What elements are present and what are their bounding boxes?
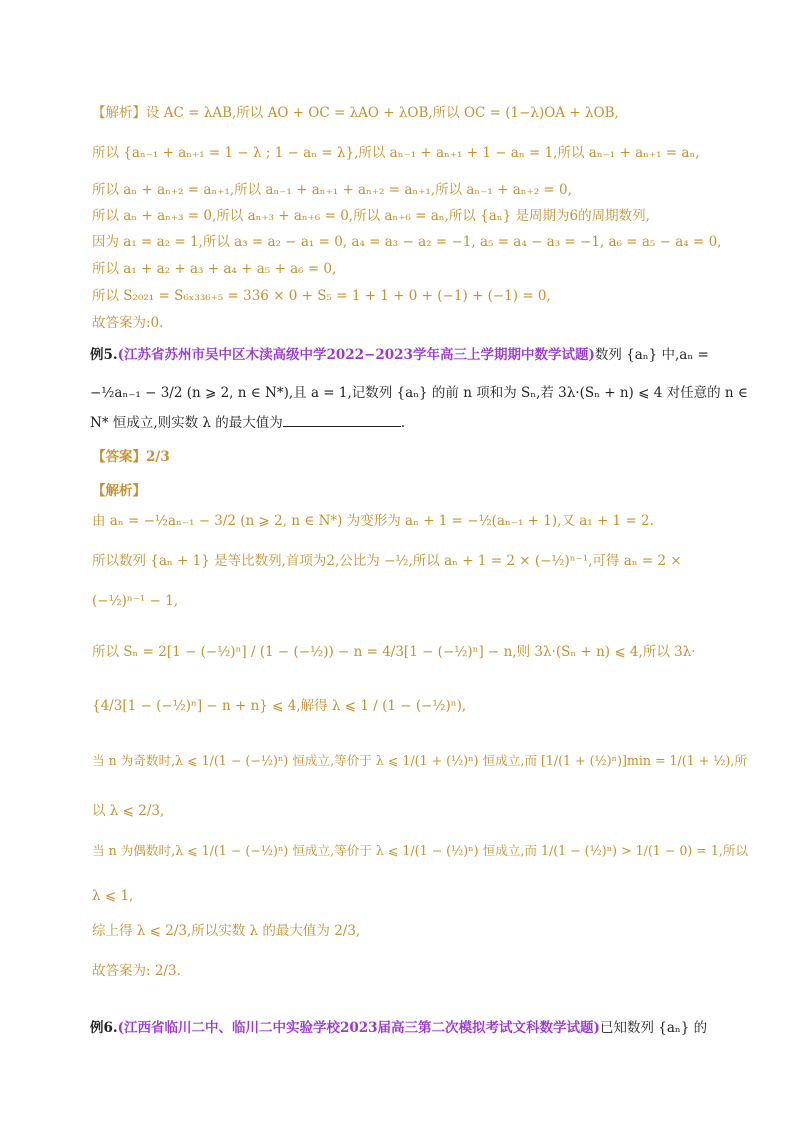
solution-line: 所以 aₙ + aₙ₊₂ = aₙ₊₁,所以 aₙ₋₁ + aₙ₊₁ + aₙ₊₂ = aₙ₊₁,所以 aₙ₋₁ + aₙ₊₂ = 0, [92, 182, 572, 198]
example-source: (江苏省苏州市吴中区木渎高级中学2022−2023学年高三上学期期中数学试题) [117, 347, 595, 363]
example-5-line-3 [90, 414, 405, 432]
solution-line: 综上得 λ ⩽ 2/3,所以实数 λ 的最大值为 2/3, [92, 923, 361, 939]
example-6-line-1 [90, 1019, 707, 1037]
solution-line: λ ⩽ 1, [92, 888, 134, 904]
example-number: 例5. [90, 347, 118, 363]
solution-line: 所以 {aₙ₋₁ + aₙ₊₁ = 1 − λ ; 1 − aₙ = λ},所以 aₙ₋₁ + aₙ₊₁ + 1 − aₙ = 1,所以 aₙ₋₁ + aₙ₊₁ = aₙ, [92, 145, 700, 161]
solution-line: 所以 a₁ + a₂ + a₃ + a₄ + a₅ + a₆ = 0, [92, 261, 337, 277]
solution-line: 因为 a₁ = a₂ = 1,所以 a₃ = a₂ − a₁ = 0, a₄ = a₃ − a₂ = −1, a₅ = a₄ − a₃ = −1, a₆ = a₅ − a₄ = 0, [92, 234, 722, 250]
example-number: 例6. [90, 1020, 118, 1036]
solution-line: 所以数列 {aₙ + 1} 是等比数列,首项为2,公比为 −½,所以 aₙ + 1 = 2 × (−½)ⁿ⁻¹,可得 aₙ = 2 × [92, 553, 682, 569]
solution-line: 当 n 为奇数时,λ ⩽ 1/(1 − (−½)ⁿ) 恒成立,等价于 λ ⩽ 1/(1 + (½)ⁿ) 恒成立,而 [1/(1 + (½)ⁿ)]min = 1/(1 + ½),所 [92, 753, 748, 768]
example-text: −½aₙ₋₁ − 3/2 (n ⩾ 2, n ∈ N*),且 a = 1,记数列 {aₙ} 的前 n 项和为 Sₙ,若 3λ·(Sₙ + n) ⩽ 4 对任意的 n ∈ [90, 385, 748, 401]
example-text: 已知数列 {aₙ} 的 [599, 1020, 708, 1036]
answer-tag: 【答案】 [92, 449, 146, 465]
solution-line: 当 n 为偶数时,λ ⩽ 1/(1 − (−½)ⁿ) 恒成立,等价于 λ ⩽ 1/(1 − (½)ⁿ) 恒成立,而 1/(1 − (½)ⁿ) > 1/(1 − 0) = 1,所以 [92, 843, 749, 858]
answer-value: 2/3 [146, 449, 170, 465]
solution-line: 所以 S₂₀₂₁ = S₆ₓ₃₃₆₊₅ = 336 × 0 + S₅ = 1 + 1 + 0 + (−1) + (−1) = 0, [92, 288, 551, 304]
solution-line: 故答案为:0. [92, 315, 164, 331]
answer-line [92, 448, 170, 466]
solution-line: 【解析】设 AC = λAB,所以 AO + OC = λAO + λOB,所以 OC = (1−λ)OA + λOB, [92, 105, 619, 121]
example-text: N* 恒成立,则实数 λ 的最大值为 [90, 415, 283, 431]
example-text: . [400, 415, 406, 431]
example-5-line-2 [90, 384, 748, 402]
solution-line: 由 aₙ = −½aₙ₋₁ − 3/2 (n ⩾ 2, n ∈ N*) 为变形为 aₙ + 1 = −½(aₙ₋₁ + 1),又 a₁ + 1 = 2. [92, 513, 654, 529]
solution-line: 所以 Sₙ = 2[1 − (−½)ⁿ] / (1 − (−½)) − n = 4/3[1 − (−½)ⁿ] − n,则 3λ·(Sₙ + n) ⩽ 4,所以 3λ· [92, 644, 696, 660]
jiexi-line [92, 482, 146, 500]
solution-line: {4/3[1 − (−½)ⁿ] − n + n} ⩽ 4,解得 λ ⩽ 1 / (1 − (−½)ⁿ), [92, 698, 467, 714]
example-source: (江西省临川二中、临川二中实验学校2023届高三第二次模拟考试文科数学试题) [117, 1020, 600, 1036]
solution-line: 所以 aₙ + aₙ₊₃ = 0,所以 aₙ₊₃ + aₙ₊₆ = 0,所以 aₙ₊₆ = aₙ,所以 {aₙ} 是周期为6的周期数列, [92, 208, 650, 224]
example-5-line-1 [90, 346, 709, 364]
answer-blank [283, 414, 401, 427]
solution-line: 故答案为: 2/3. [92, 963, 181, 979]
jiexi-tag: 【解析】 [92, 483, 146, 499]
example-text: 数列 {aₙ} 中,aₙ = [594, 347, 709, 363]
solution-line: (−½)ⁿ⁻¹ − 1, [92, 593, 179, 609]
solution-line: 以 λ ⩽ 2/3, [92, 803, 165, 819]
